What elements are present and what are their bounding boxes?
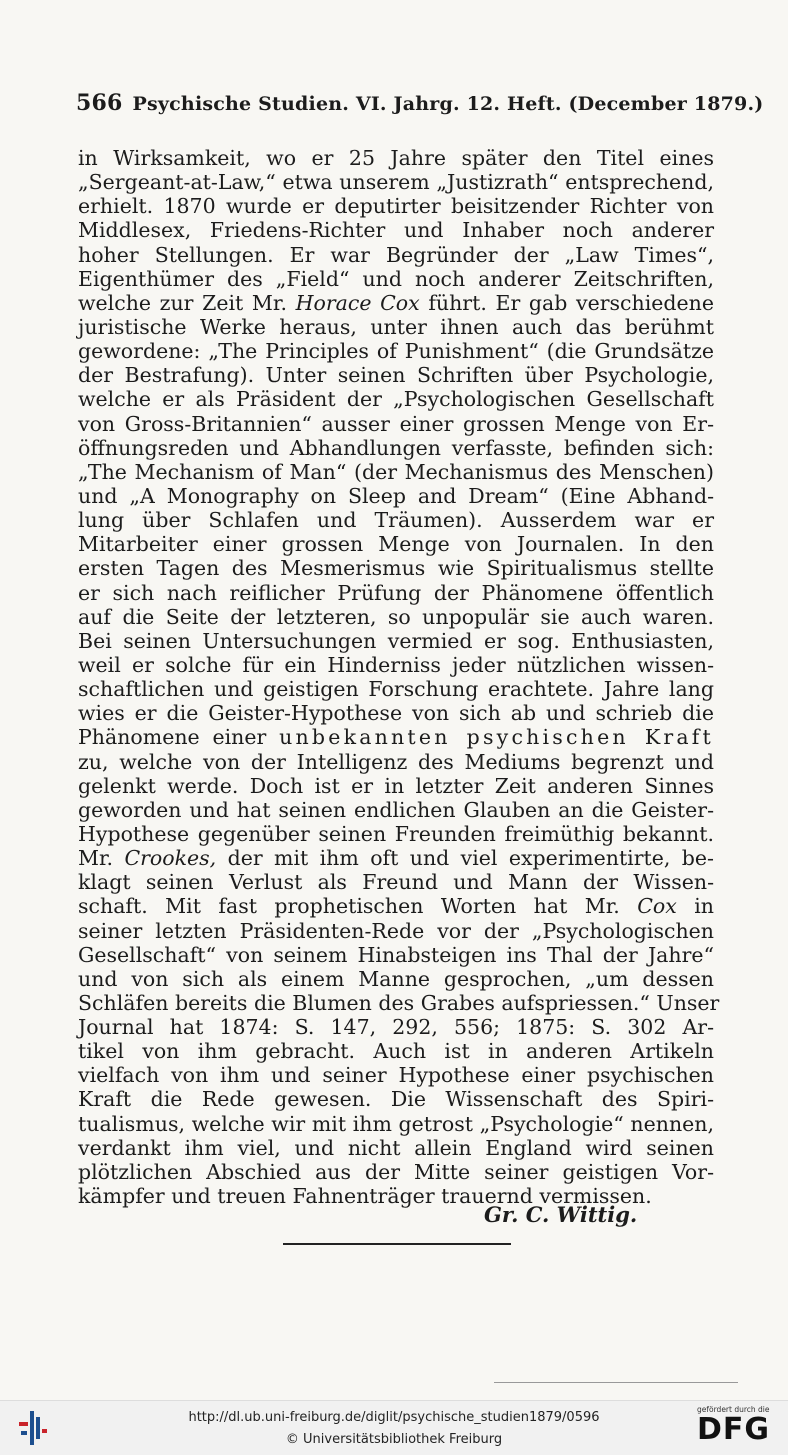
author-signature: Gr. C. Wittig. xyxy=(484,1202,638,1227)
text-line: plötzlichen Abschied aus der Mitte seiner geistigen Vor- xyxy=(78,1159,714,1184)
text-line: juristische Werke heraus, unter ihnen auch das berühmt xyxy=(78,314,714,339)
text-line: öffnungsreden und Abhandlungen verfasste, befinden sich: xyxy=(78,435,714,460)
text-line: Bei seinen Untersuchungen vermied er sog. Enthusiasten, xyxy=(78,628,714,653)
text-line: klagt seinen Verlust als Freund und Mann der Wissen- xyxy=(78,870,714,895)
scan-marks xyxy=(494,1382,738,1383)
text-line: erhielt. 1870 wurde er deputirter beisitzender Richter von xyxy=(78,194,714,219)
text-line: von Gross-Britannien“ ausser einer grossen Menge von Er- xyxy=(78,411,714,436)
dfg-logo-text: DFG xyxy=(697,1412,771,1447)
text-line: tikel von ihm gebracht. Auch ist in anderen Artikeln xyxy=(78,1039,714,1064)
viewer-footer xyxy=(0,1400,788,1455)
text-line: Hypothese gegenüber seinen Freunden freimüthig bekannt. xyxy=(78,821,714,846)
text-line: schaftlichen und geistigen Forschung erachtete. Jahre lang xyxy=(78,677,714,702)
text-line: und von sich als einem Manne gesprochen, „um dessen xyxy=(78,966,714,991)
text-line: hoher Stellungen. Er war Begründer der „Law Times“, xyxy=(78,242,714,267)
text-line: seiner letzten Präsidenten-Rede vor der „Psychologischen xyxy=(78,918,714,943)
text-line: „Sergeant-at-Law,“ etwa unserem „Justizrath“ entsprechend, xyxy=(78,170,714,195)
text-line: Eigenthümer des „Field“ und noch anderer Zeitschriften, xyxy=(78,266,714,291)
text-line: Kraft die Rede gewesen. Die Wissenschaft des Spiri- xyxy=(78,1087,714,1112)
page-number: 566 xyxy=(76,90,123,116)
text-line: Mitarbeiter einer grossen Menge von Journalen. In den xyxy=(78,532,714,557)
text-line: gelenkt werde. Doch ist er in letzter Zeit anderen Sinnes xyxy=(78,773,714,798)
section-divider xyxy=(283,1243,511,1245)
text-line: kämpfer und treuen Fahnenträger trauernd vermissen. xyxy=(78,1184,652,1209)
text-line: Journal hat 1874: S. 147, 292, 556; 1875: S. 302 Ar- xyxy=(78,1015,714,1040)
text-line: vielfach von ihm und seiner Hypothese einer psychischen xyxy=(78,1063,714,1088)
text-line: welche zur Zeit Mr. Horace Cox führt. Er gab verschiedene xyxy=(78,290,714,315)
text-line: lung über Schlafen und Träumen). Ausserdem war er xyxy=(78,508,714,533)
sponsor-note: gefördert durch die xyxy=(697,1405,770,1414)
running-title: Psychische Studien. VI. Jahrg. 12. Heft. (December 1879.) xyxy=(132,93,764,115)
text-line: Gesellschaft“ von seinem Hinabsteigen ins Thal der Jahre“ xyxy=(78,942,714,967)
text-line: welche er als Präsident der „Psychologischen Gesellschaft xyxy=(78,387,714,412)
text-line: Schläfen bereits die Blumen des Grabes aufspriessen.“ Unser xyxy=(78,990,720,1015)
text-line: Mr. Crookes, der mit ihm oft und viel experimentirte, be- xyxy=(78,846,714,871)
text-line: „The Mechanism of Man“ (der Mechanismus des Menschen) xyxy=(78,459,714,484)
running-header xyxy=(76,90,764,116)
text-line: weil er solche für ein Hinderniss jeder nützlichen wissen- xyxy=(78,652,714,677)
text-line: auf die Seite der letzteren, so unpopulär sie auch waren. xyxy=(78,604,714,629)
text-line: Middlesex, Friedens-Richter und Inhaber noch anderer xyxy=(78,218,714,243)
text-line: gewordene: „The Principles of Punishment“ (die Grundsätze xyxy=(78,339,714,364)
copyright-notice: © Universitätsbibliothek Freiburg xyxy=(285,1432,503,1447)
text-line: ersten Tagen des Mesmerismus wie Spiritualismus stellte xyxy=(78,556,714,581)
text-line: zu, welche von der Intelligenz des Mediums begrenzt und xyxy=(78,749,714,774)
text-line: tualismus, welche wir mit ihm getrost „Psychologie“ nennen, xyxy=(78,1111,714,1136)
text-line: schaft. Mit fast prophetischen Worten hat Mr. Cox in xyxy=(78,894,714,919)
text-line: in Wirksamkeit, wo er 25 Jahre später den Titel eines xyxy=(78,146,714,170)
text-line: verdankt ihm viel, und nicht allein England wird seinen xyxy=(78,1135,714,1160)
text-line: wies er die Geister-Hypothese von sich ab und schrieb die xyxy=(78,701,714,726)
text-line: der Bestrafung). Unter seinen Schriften über Psychologie, xyxy=(78,363,714,388)
article-text xyxy=(78,146,720,1209)
text-line: er sich nach reiflicher Prüfung der Phänomene öffentlich xyxy=(78,580,714,605)
text-line: und „A Monography on Sleep and Dream“ (Eine Abhand- xyxy=(78,483,714,508)
document-url[interactable]: http://dl.ub.uni-freiburg.de/diglit/psychische_studien1879/0596 xyxy=(188,1410,600,1425)
text-line: geworden und hat seinen endlichen Glauben an die Geister- xyxy=(78,797,714,822)
dfg-logo xyxy=(697,1405,781,1446)
text-line: Phänomene einer unbekannten psychischen Kraft xyxy=(78,725,714,750)
